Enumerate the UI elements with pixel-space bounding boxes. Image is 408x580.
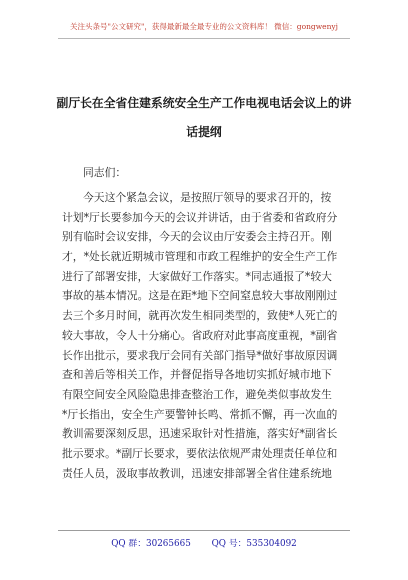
body-line: 计划*厅长要参加今天的会议并讲话，由于省委和省政府分 [62, 210, 338, 224]
body-line: 事故的基本情况。这是在距*地下空间窒息较大事故刚刚过 [62, 289, 338, 303]
body-line: *厅长指出，安全生产要警钟长鸣、常抓不懈，再一次血的 [62, 407, 338, 421]
body-line: 批示要求。*副厅长要求，要依法依规严肃处理责任单位和 [62, 446, 338, 460]
body-line: 较大事故，令人十分痛心。省政府对此事高度重视，*副省 [62, 328, 338, 342]
body-line: 去三个多月时间，就再次发生相同类型的，致使*人死亡的 [62, 309, 338, 323]
body-line: 才，*处长就近期城市管理和市政工程维护的安全生产工作 [62, 250, 338, 264]
header-banner: 关注头条号"公文研究"，获得最新最全最专业的公文资料库！ 微信：gongwenyj [70, 22, 338, 31]
footer-qq-number: QQ 号：535304092 [211, 539, 297, 549]
body-line: 教训需要深刻反思，迅速采取针对性措施，落实好*副省长 [62, 427, 338, 441]
footer-qq-group: QQ 群：30265665 [111, 539, 191, 549]
body-line: 查和善后等相关工作，并督促指导各地切实抓好城市地下 [62, 368, 332, 382]
body-line: 进行了部署安排，大家做好工作落实。*同志通报了*较大 [62, 269, 332, 283]
document-title-line-2: 话提纲 [186, 125, 222, 139]
body-line: 长作出批示，要求我厅会同有关部门指导*做好事故原因调 [62, 348, 338, 362]
body-line: 别有临时会议安排，今天的会议由厅安委会主持召开。刚 [62, 230, 332, 244]
document-title-line-1: 副厅长在全省住建系统安全生产工作电视电话会议上的讲 [56, 96, 352, 110]
footer-divider [58, 530, 350, 531]
document-body [62, 188, 350, 483]
body-line: 责任人员，汲取事故教训，迅速安排部署全省住建系统地 [62, 466, 332, 480]
footer-contacts [0, 536, 408, 549]
body-line: 今天这个紧急会议，是按照厅领导的要求召开的，按 [83, 191, 332, 204]
body-line: 有限空间安全风险隐患排查整治工作，避免类似事故发生 [62, 387, 332, 401]
header-divider [58, 38, 350, 39]
salutation: 同志们： [83, 166, 127, 179]
